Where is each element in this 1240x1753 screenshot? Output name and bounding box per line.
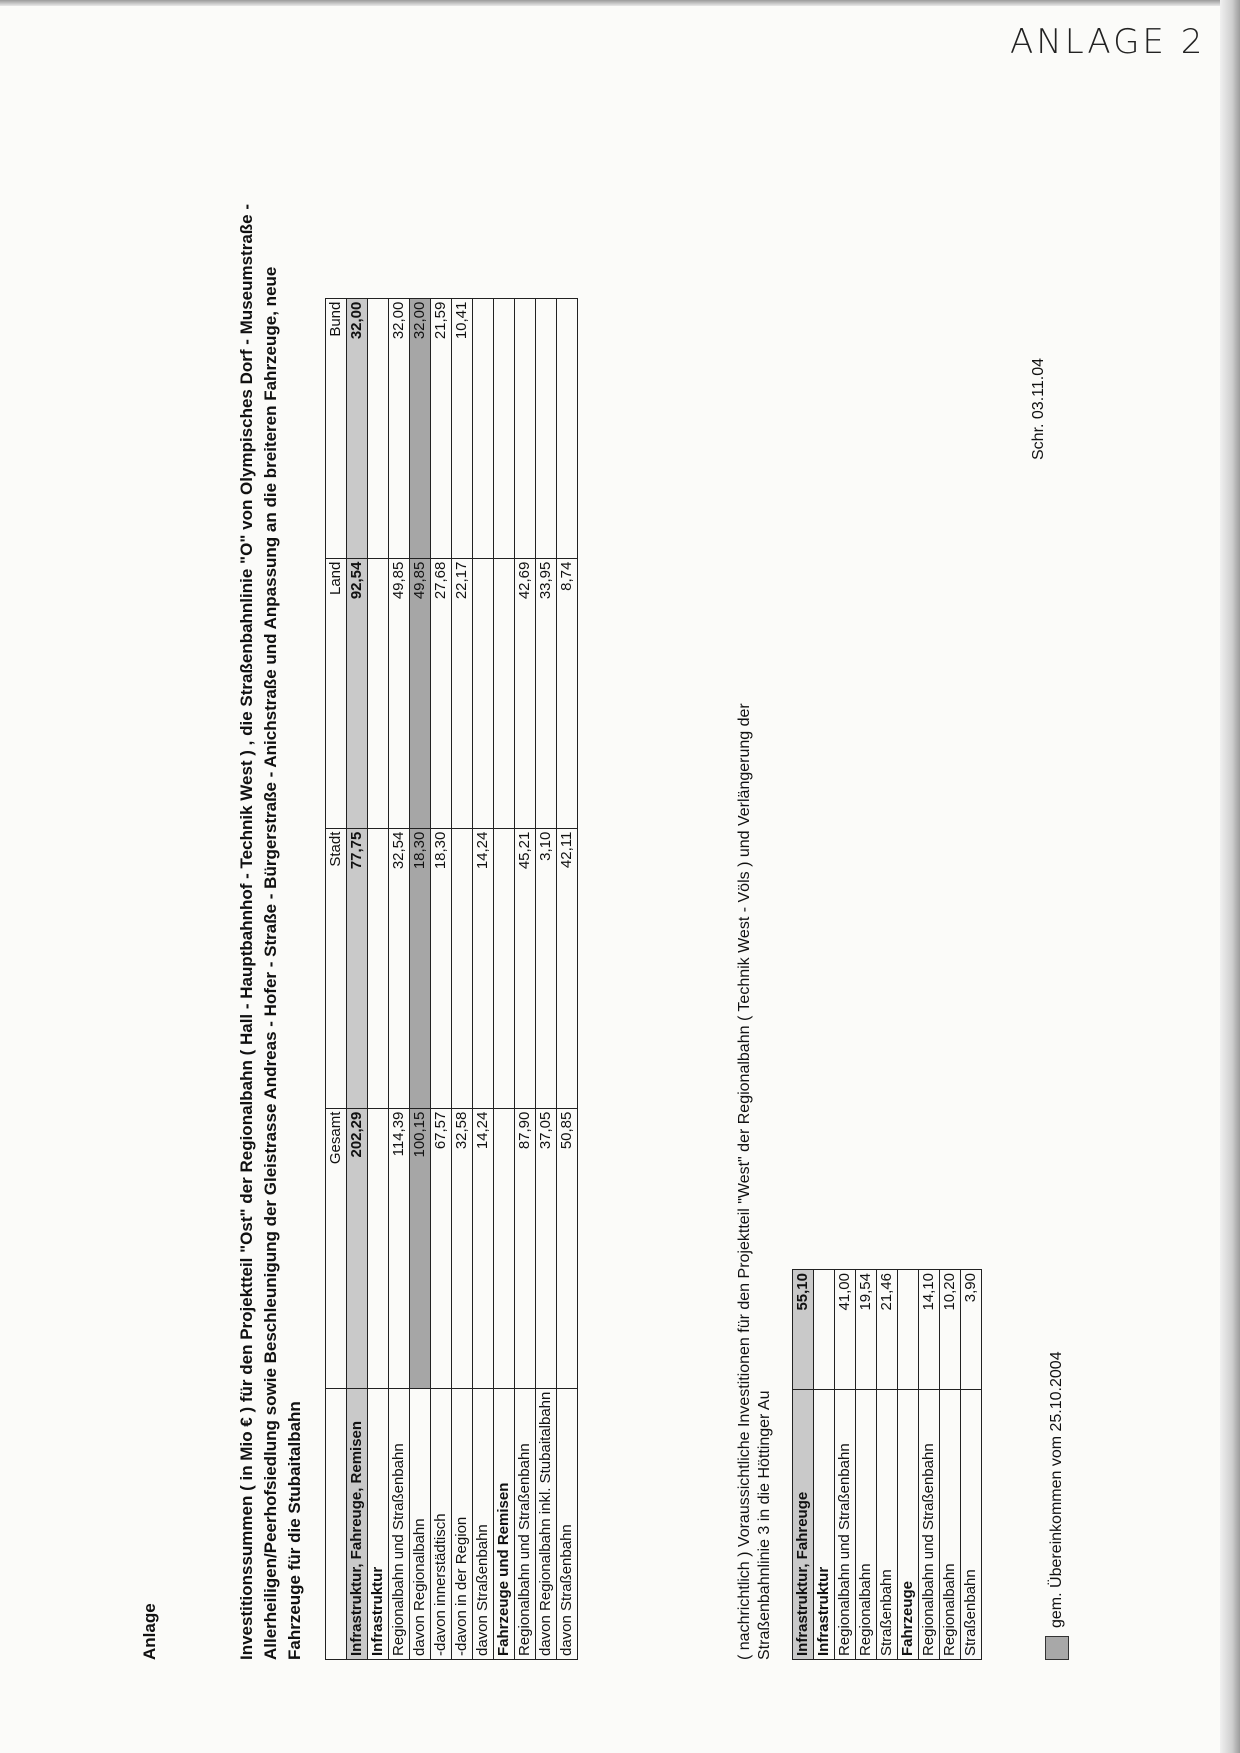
cell-gesamt: 14,24 [473,1108,494,1388]
legend-text: gem. Übereinkommen vom 25.10.2004 [1048,1351,1065,1628]
cell-value [898,1270,919,1390]
investment-table-ost [325,298,578,1660]
cell-land: 8,74 [557,558,578,828]
cell-value [814,1270,835,1390]
table-row [919,1270,940,1660]
table-row-total [793,1270,814,1660]
row-label: Regionalbahn und Straßenbahn [835,1390,856,1660]
row-label: Regionalbahn und Straßenbahn [389,1388,410,1659]
cell-value: 41,00 [835,1270,856,1390]
row-label: -davon in der Region [452,1388,473,1659]
table-row [877,1270,898,1660]
annex-label: Anlage [140,1603,159,1660]
row-label: Regionalbahn und Straßenbahn [919,1390,940,1660]
cell-value: 55,10 [793,1270,814,1390]
cell-gesamt [368,1108,389,1388]
cell-stadt: 18,30 [431,828,452,1108]
row-label: Infrastruktur [368,1388,389,1659]
table-row [835,1270,856,1660]
cell-bund: 32,00 [347,298,368,558]
table-header-row [326,298,347,1659]
cell-land: 27,68 [431,558,452,828]
cell-land [494,558,515,828]
handwritten-annex-label: ANLAGE 2 [1010,22,1206,62]
header-bund: Bund [326,298,347,558]
cell-stadt [368,828,389,1108]
header-gesamt: Gesamt [326,1108,347,1388]
table-row-section [898,1270,919,1660]
cell-gesamt: 202,29 [347,1108,368,1388]
cell-bund [368,298,389,558]
investment-table-west [792,1269,982,1660]
row-label: Regionalbahn [940,1390,961,1660]
cell-gesamt: 67,57 [431,1108,452,1388]
table-row [536,298,557,1659]
cell-bund: 32,00 [389,298,410,558]
table-row [940,1270,961,1660]
table-row [557,298,578,1659]
cell-gesamt: 100,15 [410,1108,431,1388]
cell-land: 92,54 [347,558,368,828]
cell-stadt: 32,54 [389,828,410,1108]
cell-land: 49,85 [410,558,431,828]
cell-bund: 32,00 [410,298,431,558]
cell-land: 22,17 [452,558,473,828]
cell-stadt: 14,24 [473,828,494,1108]
cell-value: 14,10 [919,1270,940,1390]
cell-stadt: 77,75 [347,828,368,1108]
cell-value: 3,90 [961,1270,982,1390]
cell-bund [515,298,536,558]
row-label: davon Straßenbahn [473,1388,494,1659]
cell-gesamt: 114,39 [389,1108,410,1388]
cell-value: 10,20 [940,1270,961,1390]
row-label: -davon innerstädtisch [431,1388,452,1659]
cell-stadt [452,828,473,1108]
document-title: Investitionssummen ( in Mio € ) für den Projektteil "Ost" der Regionalbahn ( Hall - Hauptbahnhof - Technik West ) , die Straßenbahnlinie "O" von Olympisches Dorf - Museumstraße - Allerheiligen/Peerhofsiedlung sowie Beschleunigung der Gleistrasse Andreas - Hofer - Straße - Bürgerstraße - Anichstraße und Anpassung an die breiteren Fahrzeuge, neue Fahrzeuge für die Stubaitalbahn [237,203,304,1660]
cell-gesamt: 37,05 [536,1108,557,1388]
cell-land: 33,95 [536,558,557,828]
row-label: Fahrzeuge [898,1390,919,1660]
row-label: Regionalbahn [856,1390,877,1660]
cell-land [368,558,389,828]
legend [1045,1351,1069,1660]
cell-gesamt: 50,85 [557,1108,578,1388]
table-row-highlighted [410,298,431,1659]
row-label: Fahrzeuge und Remisen [494,1388,515,1659]
west-note: ( nachrichtlich ) Voraussichtliche Investitionen für den Projektteil "West" der Regionalbahn ( Technik West - Völs ) und Verlängerung der Straßenbahnlinie 3 in die Höttinger Au [736,703,773,1660]
table-row [452,298,473,1659]
row-label: Regionalbahn und Straßenbahn [515,1388,536,1659]
scan-edge-top [0,0,1240,6]
table-row-section [814,1270,835,1660]
cell-bund: 10,41 [452,298,473,558]
scan-edge-right [1220,0,1240,1753]
cell-gesamt: 87,90 [515,1108,536,1388]
row-label: Infrastruktur, Fahreuge, Remisen [347,1388,368,1659]
legend-swatch [1045,1636,1069,1660]
cell-value: 21,46 [877,1270,898,1390]
header-land: Land [326,558,347,828]
cell-gesamt: 32,58 [452,1108,473,1388]
cell-bund [473,298,494,558]
table-row [515,298,536,1659]
cell-land [473,558,494,828]
table-row-section [368,298,389,1659]
table-row [473,298,494,1659]
cell-gesamt [494,1108,515,1388]
cell-stadt: 42,11 [557,828,578,1108]
row-label: Straßenbahn [877,1390,898,1660]
table-row-section [494,298,515,1659]
cell-value: 19,54 [856,1270,877,1390]
cell-bund: 21,59 [431,298,452,558]
cell-land: 42,69 [515,558,536,828]
table-row [961,1270,982,1660]
rotated-page-content [110,110,1110,1660]
cell-stadt: 45,21 [515,828,536,1108]
cell-stadt: 3,10 [536,828,557,1108]
cell-stadt [494,828,515,1108]
cell-bund [557,298,578,558]
row-label: Straßenbahn [961,1390,982,1660]
row-label: Infrastruktur, Fahreuge [793,1390,814,1660]
document-reference: Schr. 03.11.04 [1030,358,1047,460]
row-label: davon Regionalbahn inkl. Stubaitalbahn [536,1388,557,1659]
header-label [326,1388,347,1659]
table-row [431,298,452,1659]
row-label: Infrastruktur [814,1390,835,1660]
cell-stadt: 18,30 [410,828,431,1108]
table-row-total [347,298,368,1659]
row-label: davon Straßenbahn [557,1388,578,1659]
table-row [856,1270,877,1660]
cell-land: 49,85 [389,558,410,828]
header-stadt: Stadt [326,828,347,1108]
table-row [389,298,410,1659]
cell-bund [494,298,515,558]
cell-bund [536,298,557,558]
row-label: davon Regionalbahn [410,1388,431,1659]
